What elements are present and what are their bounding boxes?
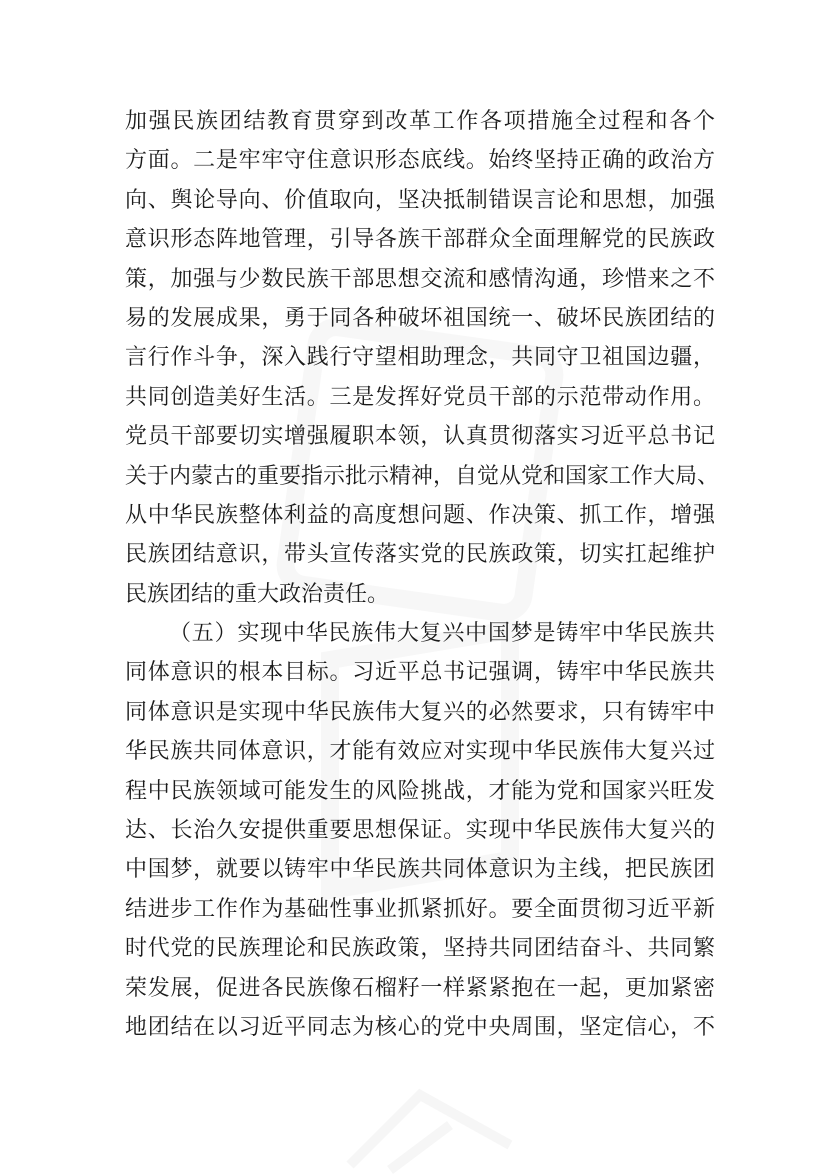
text-line: 关于内蒙古的重要指示批示精神，自觉从党和国家工作大局、 (125, 463, 720, 489)
text-line: 民族团结意识，带头宣传落实党的民族政策，切实扛起维护 (125, 542, 715, 568)
text-line: 意识形态阵地管理，引导各族干部群众全面理解党的民族政 (125, 227, 715, 253)
text-line: 同体意识是实现中华民族伟大复兴的必然要求，只有铸牢中 (125, 699, 715, 725)
text-line: 华民族共同体意识，才能有效应对实现中华民族伟大复兴过 (125, 739, 715, 765)
document-body (125, 102, 720, 1047)
text-line: 加强民族团结教育贯穿到改革工作各项措施全过程和各个 (125, 109, 715, 134)
text-line: 荣发展，促进各民族像石榴籽一样紧紧抱在一起，更加紧密 (125, 975, 715, 1001)
text-line: 中国梦，就要以铸牢中华民族共同体意识为主线，把民族团 (125, 857, 715, 883)
text-line: 民族团结的重大政治责任。 (125, 581, 390, 607)
text-line: 程中民族领域可能发生的风险挑战，才能为党和国家兴旺发 (125, 778, 715, 804)
text-line: 党员干部要切实增强履职本领，认真贯彻落实习近平总书记 (125, 424, 715, 450)
text-line: 共同创造美好生活。三是发挥好党员干部的示范带动作用。 (125, 384, 715, 410)
text-line: 时代党的民族理论和民族政策，坚持共同团结奋斗、共同繁 (125, 936, 715, 962)
text-line: 从中华民族整体利益的高度想问题、作决策、抓工作，增强 (125, 502, 715, 528)
text-line: 方面。二是牢牢守住意识形态底线。始终坚持正确的政治方 (125, 148, 715, 174)
text-line: 结进步工作作为基础性事业抓紧抓好。要全面贯彻习近平新 (125, 896, 715, 922)
paragraph-1 (125, 102, 720, 614)
watermark-bottom-icon (330, 1085, 530, 1175)
text-line: 同体意识的根本目标。习近平总书记强调，铸牢中华民族共 (125, 660, 715, 686)
text-line: 策，加强与少数民族干部思想交流和感情沟通，珍惜来之不 (125, 266, 715, 292)
text-line: 易的发展成果，勇于同各种破坏祖国统一、破坏民族团结的 (125, 305, 715, 331)
paragraph-2 (125, 614, 715, 1047)
text-line: （五）实现中华民族伟大复兴中国梦是铸牢中华民族共 (169, 621, 715, 647)
text-line: 言行作斗争，深入践行守望相助理念，共同守卫祖国边疆， (125, 345, 715, 371)
text-line: 地团结在以习近平同志为核心的党中央周围，坚定信心，不 (125, 1014, 715, 1040)
text-line: 达、长治久安提供重要思想保证。实现中华民族伟大复兴的 (125, 818, 715, 844)
text-line: 向、舆论导向、价值取向，坚决抵制错误言论和思想，加强 (125, 187, 715, 213)
